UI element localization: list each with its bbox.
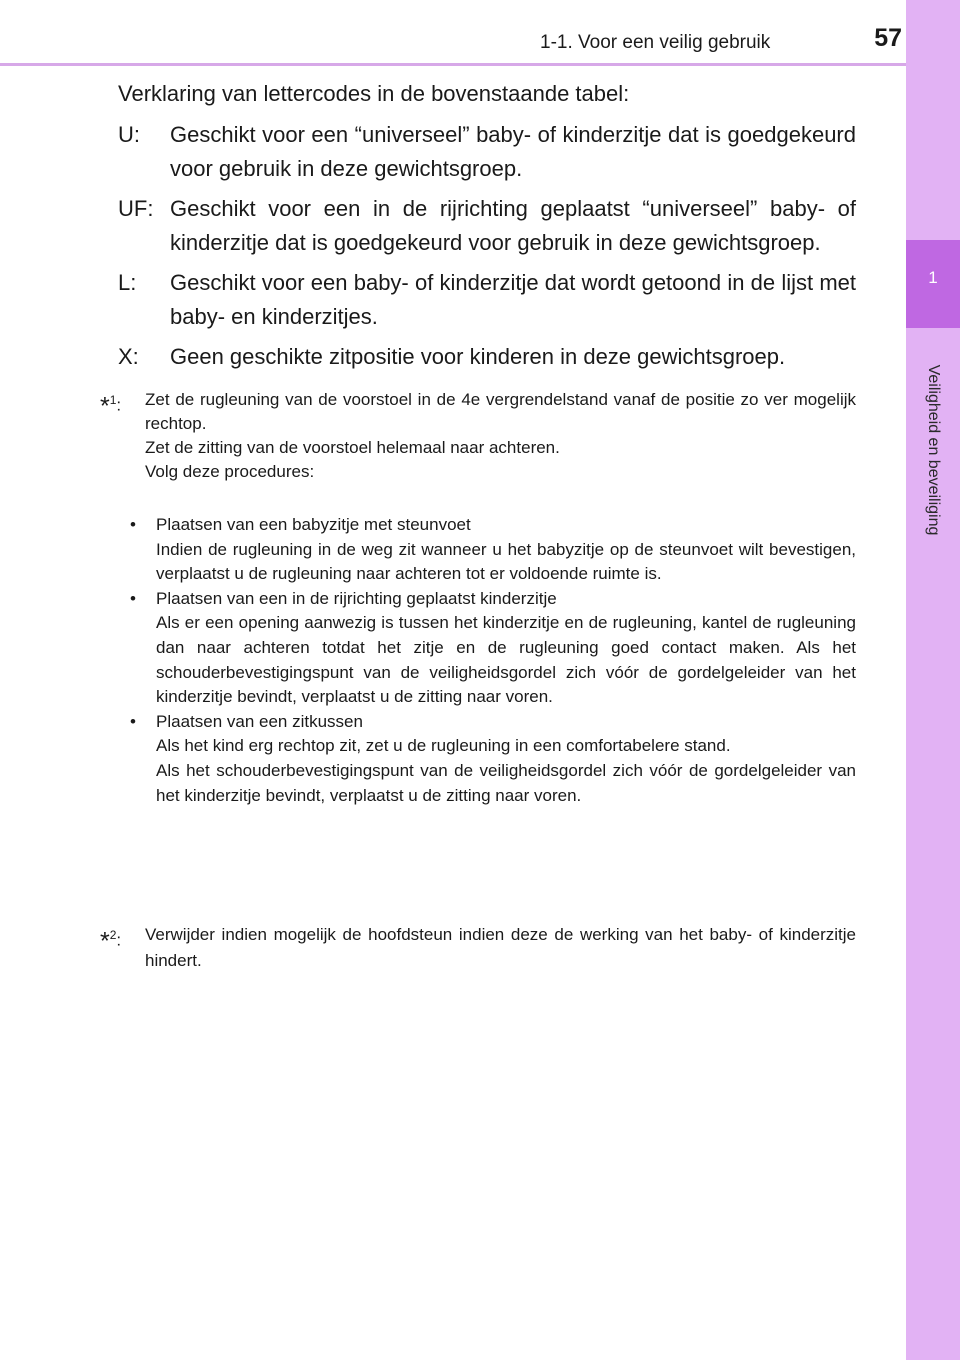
intro-text: Verklaring van lettercodes in de bovenstaande tabel: — [118, 81, 630, 106]
footnote-2-marker: *$^2$: — [100, 927, 122, 956]
footnote-2-text: Verwijder indien mogelijk de hoofdsteun indien deze de werking van het baby- of kinderzitje hindert. — [145, 925, 856, 970]
list-item-body — [156, 611, 856, 709]
list-item — [130, 513, 856, 587]
list-item-body — [156, 538, 856, 587]
footnote-2-head — [100, 922, 856, 974]
procedure-list — [130, 513, 856, 808]
list-item — [130, 710, 856, 808]
list-item-paragraph: Als het kind erg rechtop zit, zet u de rugleuning in een comfortabelere stand. — [156, 736, 731, 756]
code-row-x — [118, 340, 856, 374]
footnote-number: 2 — [109, 928, 117, 942]
list-item-title: Plaatsen van een babyzitje met steunvoet — [156, 515, 471, 534]
bullet-icon: • — [130, 515, 136, 534]
footnote-1-text: Zet de rugleuning van de voorstoel in de 4e vergrendelstand vanaf de positie zo ver mogelijk rechtop. — [145, 390, 856, 433]
chapter-side-strip — [906, 0, 960, 1360]
list-item-head — [130, 710, 856, 735]
footnote-1-head — [100, 388, 856, 436]
footnote-star: * — [100, 927, 110, 956]
header-divider — [0, 63, 906, 66]
code-description: Geschikt voor een “universeel” baby- of kinderzitje dat is goedgekeurd voor gebruik in deze gewichtsgroep. — [170, 122, 856, 181]
code-row-l — [118, 266, 856, 334]
list-item-head — [130, 513, 856, 538]
footnote-1-line: Volg deze procedures: — [145, 462, 315, 481]
code-description: Geschikt voor een baby- of kinderzitje dat wordt getoond in de lijst met baby- en kinderzitjes. — [170, 270, 856, 329]
footnote-number: 1 — [109, 393, 117, 407]
list-item — [130, 587, 856, 710]
footnote-2 — [100, 922, 856, 974]
list-item-title: Plaatsen van een zitkussen — [156, 711, 363, 731]
list-item-paragraph: Als het schouderbevestigingspunt van de veiligheidsgordel zich vóór de gordelgeleider van het kinderzitje bevindt, verplaatst u de zitting naar voren. — [156, 760, 856, 805]
code-key: UF: — [118, 196, 154, 221]
chapter-number: 1 — [928, 268, 938, 287]
footnote-star: * — [100, 392, 110, 421]
section-title: 1-1. Voor een veilig gebruik — [540, 32, 771, 53]
list-item-paragraph: Als er een opening aanwezig is tussen het kinderzitje en de rugleuning, kantel de rugleuning dan naar achteren totdat het zitje en de rugleuning goed contact maken. Als het schouderbevestigingspunt van de veiligheidsgordel zich vóór de gordelgeleider van het kinderzitje bevindt, verplaatst u de zitting naar voren. — [156, 613, 856, 707]
code-description: Geschikt voor een in de rijrichting geplaatst “universeel” baby- of kinderzitje dat is goedgekeurd voor gebruik in deze gewichtsgroep. — [170, 196, 856, 255]
bullet-icon: • — [130, 711, 136, 731]
list-item-body — [156, 734, 856, 808]
code-description: Geen geschikte zitpositie voor kinderen in deze gewichtsgroep. — [170, 344, 786, 369]
code-row-uf — [118, 192, 856, 260]
code-key: U: — [118, 122, 140, 147]
list-item-title: Plaatsen van een in de rijrichting geplaatst kinderzitje — [156, 588, 557, 608]
page-number: 57 — [874, 24, 902, 52]
code-key: X: — [118, 344, 139, 369]
chapter-label: Veiligheid en beveiliging — [925, 364, 942, 536]
footnote-1 — [100, 388, 856, 484]
code-key: L: — [118, 270, 137, 295]
footnote-1-line: Zet de zitting van de voorstoel helemaal naar achteren. — [145, 438, 560, 457]
list-item-head — [130, 587, 856, 612]
list-item-paragraph: Indien de rugleuning in de weg zit wanneer u het babyzitje op de steunvoet wilt bevestigen, verplaatst u de rugleuning naar achteren tot er voldoende ruimte is. — [156, 539, 856, 584]
code-definition-list — [118, 118, 856, 380]
footnote-1-marker: *$^1$: — [100, 392, 122, 421]
code-row-u — [118, 118, 856, 186]
bullet-icon: • — [130, 588, 136, 608]
